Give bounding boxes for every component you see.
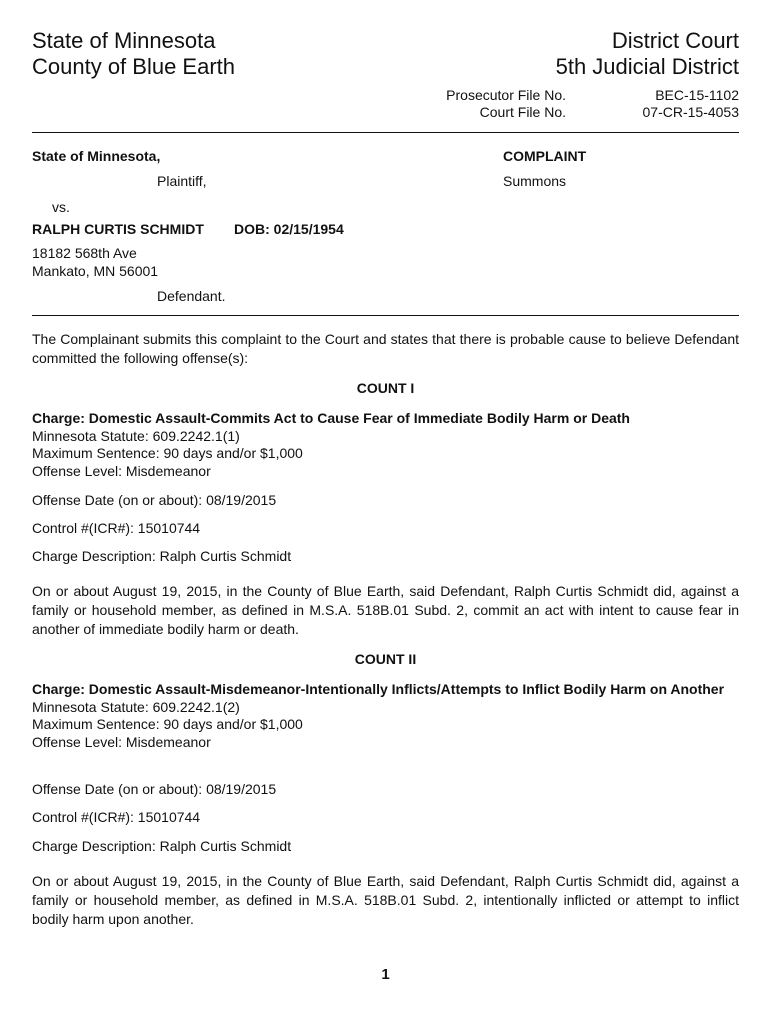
header-district: 5th Judicial District [555,54,739,79]
versus: vs. [52,199,70,215]
prosecutor-file-label: Prosecutor File No. [446,87,566,103]
max-sentence: Maximum Sentence: 90 days and/or $1,000 [32,445,303,461]
offense-date: Offense Date (on or about): 08/19/2015 [32,492,277,508]
complaint-page [32,0,739,1024]
plaintiff-role: Plaintiff, [157,173,207,189]
address-line1: 18182 568th Ave [32,245,137,261]
charge-title: Charge: Domestic Assault-Misdemeanor-Intentionally Inflicts/Attempts to Inflict Bodily Harm on Another [32,681,725,697]
page-number: 1 [381,966,390,983]
court-file-label: Court File No. [479,104,566,120]
intro-paragraph: The Complainant submits this complaint to the Court and states that there is probable cause to believe Defendant committed the following offense(s): [32,331,739,366]
offense-date: Offense Date (on or about): 08/19/2015 [32,781,277,797]
charge-description: Charge Description: Ralph Curtis Schmidt [32,838,292,854]
prosecutor-file-value: BEC-15-1102 [655,87,739,103]
header-county: County of Blue Earth [32,54,236,79]
defendant-dob: DOB: 02/15/1954 [234,221,344,237]
doc-subtype: Summons [503,173,567,189]
charge-title: Charge: Domestic Assault-Commits Act to Cause Fear of Immediate Bodily Harm or Death [32,410,630,426]
charge-description: Charge Description: Ralph Curtis Schmidt [32,548,292,564]
doc-type: COMPLAINT [503,148,587,164]
defendant-role: Defendant. [157,288,226,304]
count-narrative: On or about August 19, 2015, in the County of Blue Earth, said Defendant, Ralph Curtis Schmidt did, against a family or household member, as defined in M.S.A. 518B.01 Subd. 2, commit an act with intent to cause fear in another of immediate bodily harm or death. [32,583,739,637]
offense-level: Offense Level: Misdemeanor [32,462,211,479]
header-court: District Court [611,28,739,53]
count-heading: COUNT I [356,380,415,396]
statute: Minnesota Statute: 609.2242.1(1) [32,427,240,444]
control-number: Control #(ICR#): 15010744 [32,520,201,536]
plaintiff-name: State of Minnesota, [32,148,161,164]
statute: Minnesota Statute: 609.2242.1(2) [32,698,240,715]
offense-level: Offense Level: Misdemeanor [32,733,211,750]
count-narrative: On or about August 19, 2015, in the County of Blue Earth, said Defendant, Ralph Curtis Schmidt did, against a family or household member, as defined in M.S.A. 518B.01 Subd. 2, intentionally inflicted or attempt to inflict bodily harm upon another. [32,873,739,927]
count-details [32,410,739,480]
header-divider [32,132,739,133]
court-file-value: 07-CR-15-4053 [642,104,739,120]
defendant-name: RALPH CURTIS SCHMIDT [32,221,204,237]
count-heading: COUNT II [354,651,417,667]
header-state: State of Minnesota [32,28,216,53]
count-details [32,681,739,751]
caption-divider [32,315,739,316]
address-line2: Mankato, MN 56001 [32,263,159,279]
max-sentence: Maximum Sentence: 90 days and/or $1,000 [32,716,303,732]
control-number: Control #(ICR#): 15010744 [32,809,201,825]
